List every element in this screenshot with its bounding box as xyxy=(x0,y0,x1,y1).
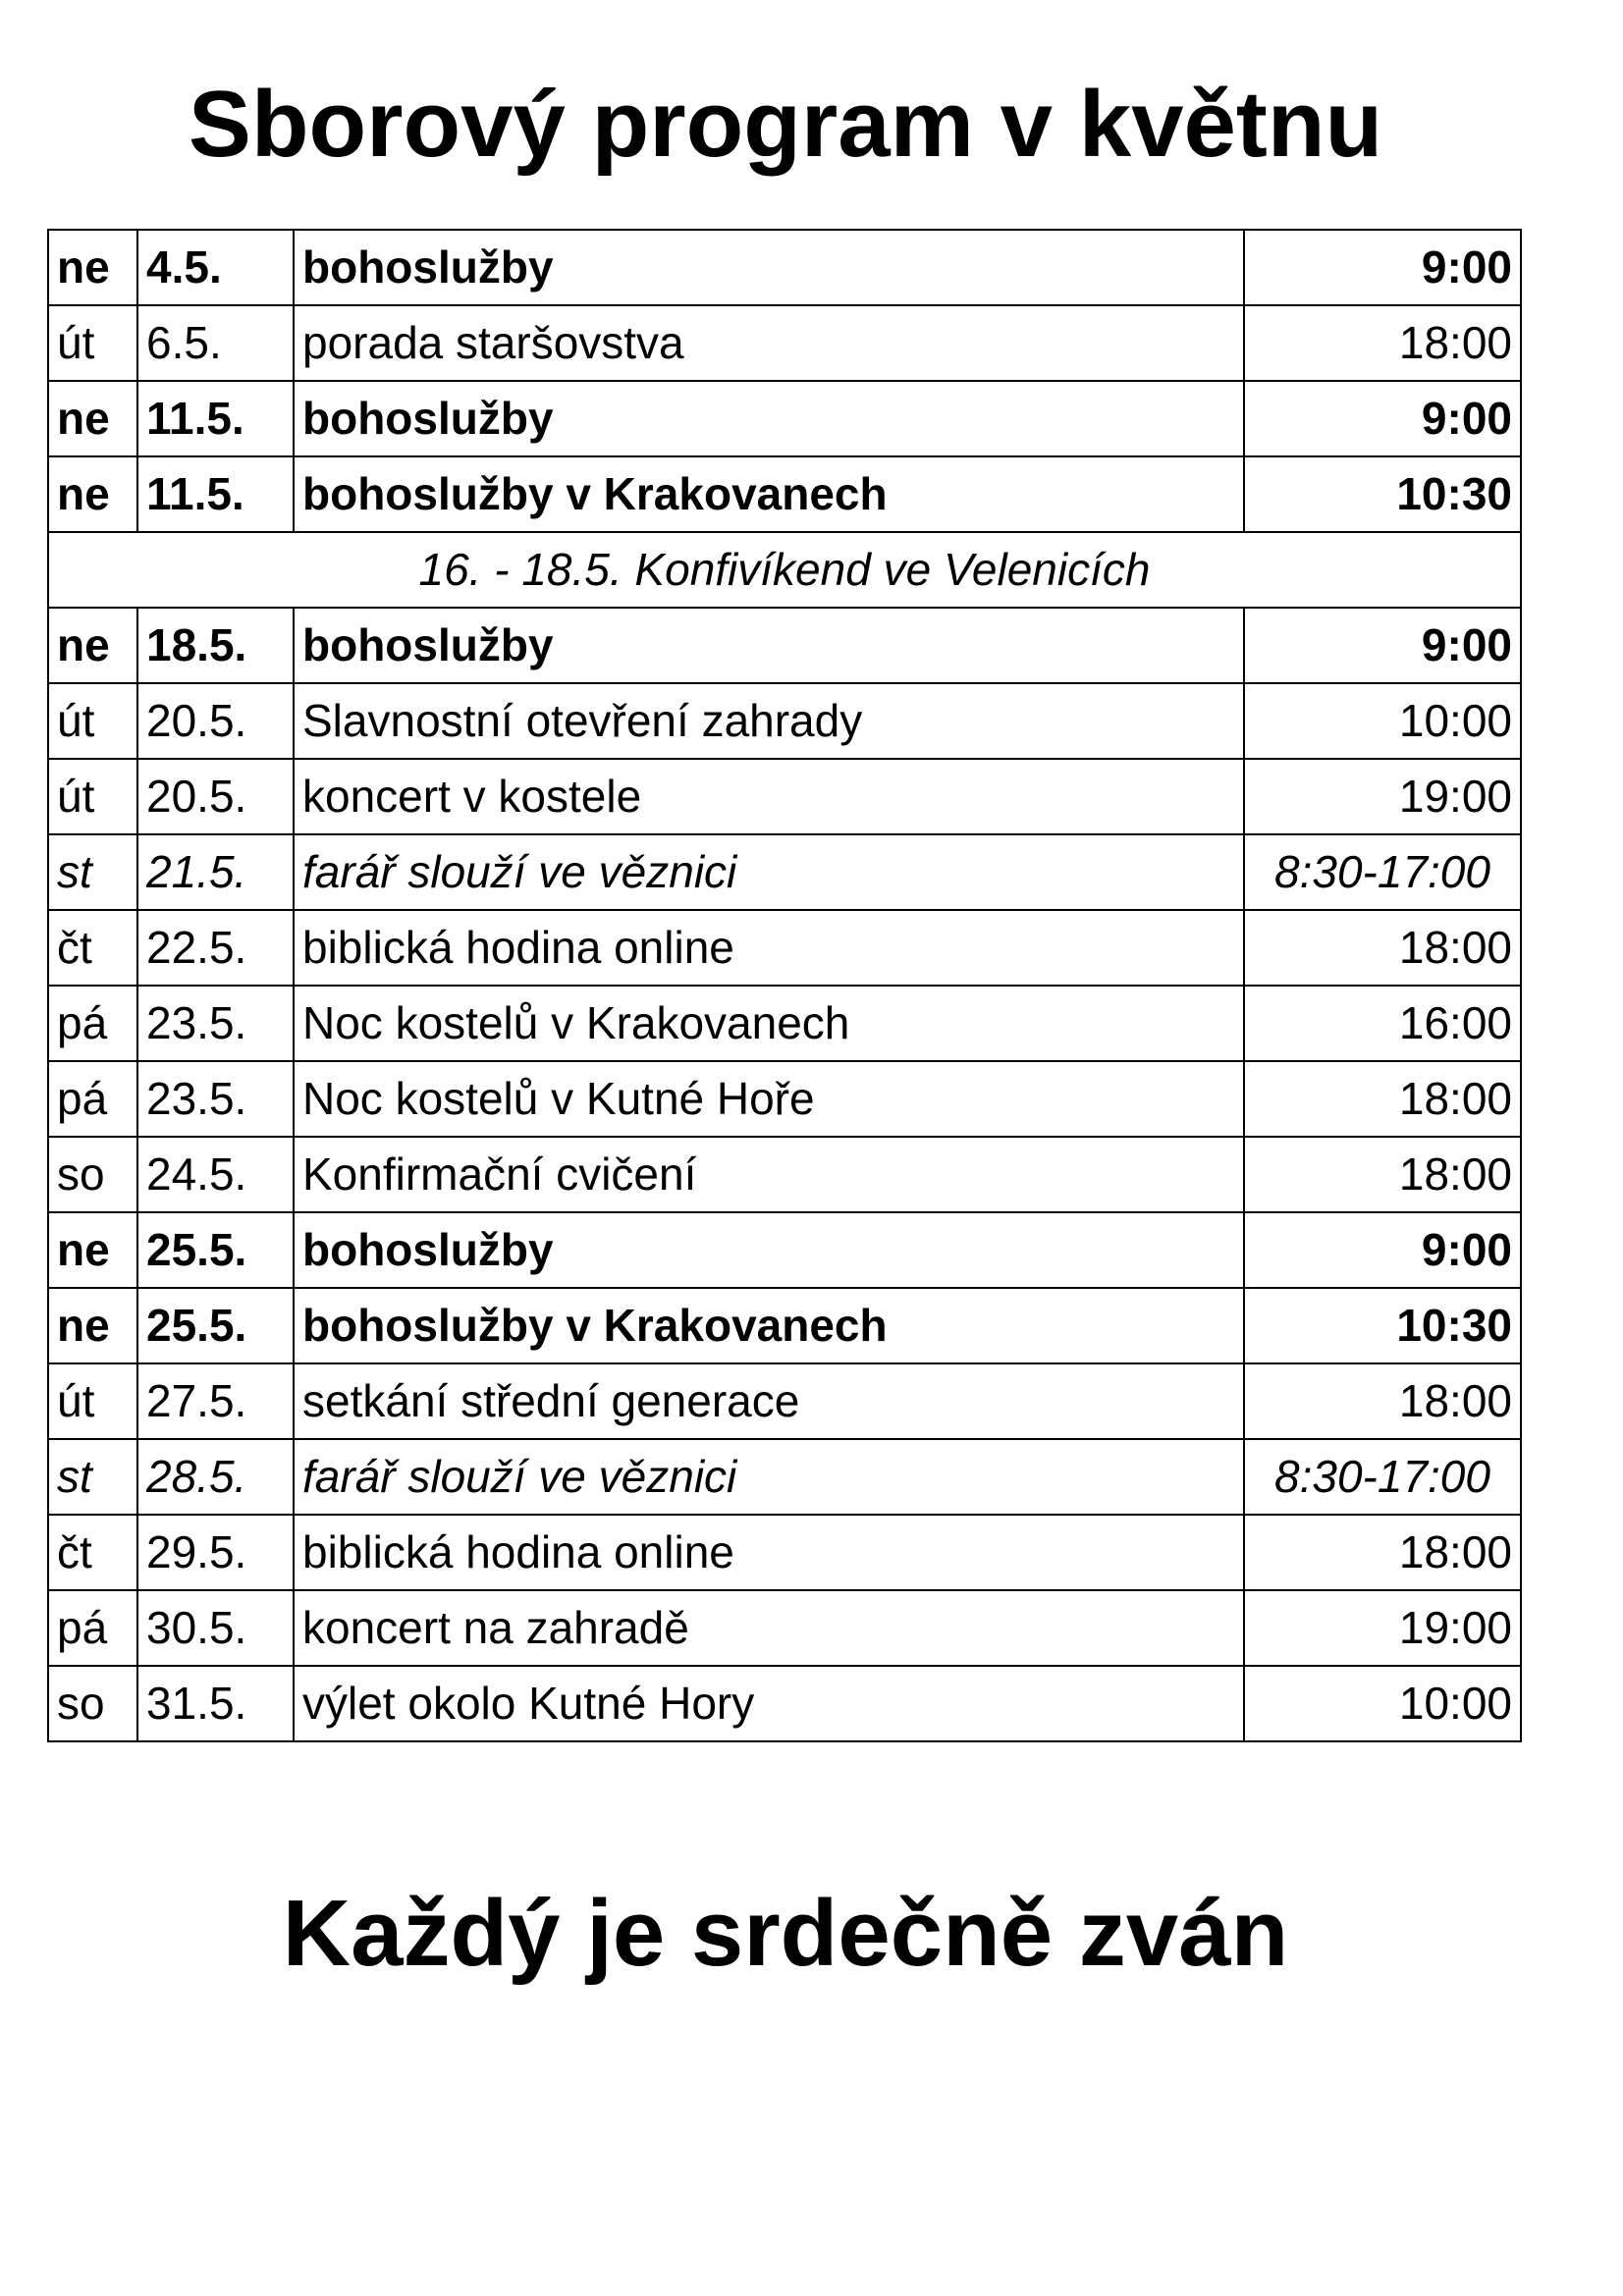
page-title: Sborový program v květnu xyxy=(188,72,1383,177)
invitation-text: Každý je srdečně zván xyxy=(282,1881,1289,1986)
day-cell: ne xyxy=(48,1212,137,1288)
schedule-row xyxy=(48,1515,1521,1590)
time-cell: 9:00 xyxy=(1244,230,1521,305)
time-cell: 18:00 xyxy=(1244,1137,1521,1212)
schedule-row xyxy=(48,1363,1521,1439)
event-cell: Konfirmační cvičení xyxy=(294,1137,1244,1212)
event-cell: bohoslužby v Krakovanech xyxy=(294,456,1244,532)
event-cell: koncert na zahradě xyxy=(294,1590,1244,1666)
event-cell: farář slouží ve věznici xyxy=(294,834,1244,910)
schedule-row xyxy=(48,1061,1521,1137)
day-cell: ne xyxy=(48,230,137,305)
schedule-note-row xyxy=(48,532,1521,608)
day-cell: ne xyxy=(48,1288,137,1363)
time-cell: 10:00 xyxy=(1244,683,1521,759)
time-cell: 9:00 xyxy=(1244,608,1521,683)
schedule-row xyxy=(48,1439,1521,1515)
date-cell: 31.5. xyxy=(137,1666,294,1741)
schedule-table xyxy=(47,229,1522,1742)
schedule-row xyxy=(48,986,1521,1061)
event-cell: bohoslužby xyxy=(294,381,1244,456)
date-cell: 6.5. xyxy=(137,305,294,381)
event-cell: výlet okolo Kutné Hory xyxy=(294,1666,1244,1741)
schedule-row xyxy=(48,230,1521,305)
date-cell: 11.5. xyxy=(137,381,294,456)
time-cell: 18:00 xyxy=(1244,910,1521,986)
date-cell: 27.5. xyxy=(137,1363,294,1439)
time-cell: 18:00 xyxy=(1244,1061,1521,1137)
time-cell: 16:00 xyxy=(1244,986,1521,1061)
time-cell: 10:00 xyxy=(1244,1666,1521,1741)
date-cell: 4.5. xyxy=(137,230,294,305)
schedule-row xyxy=(48,456,1521,532)
date-cell: 24.5. xyxy=(137,1137,294,1212)
schedule-row xyxy=(48,1666,1521,1741)
day-cell: pá xyxy=(48,986,137,1061)
date-cell: 23.5. xyxy=(137,986,294,1061)
day-cell: út xyxy=(48,1363,137,1439)
date-cell: 22.5. xyxy=(137,910,294,986)
date-cell: 29.5. xyxy=(137,1515,294,1590)
time-cell: 9:00 xyxy=(1244,1212,1521,1288)
date-cell: 20.5. xyxy=(137,759,294,834)
time-cell: 10:30 xyxy=(1244,1288,1521,1363)
date-cell: 30.5. xyxy=(137,1590,294,1666)
day-cell: út xyxy=(48,759,137,834)
time-cell: 8:30-17:00 xyxy=(1244,1439,1521,1515)
date-cell: 11.5. xyxy=(137,456,294,532)
date-cell: 21.5. xyxy=(137,834,294,910)
event-cell: bohoslužby v Krakovanech xyxy=(294,1288,1244,1363)
day-cell: so xyxy=(48,1666,137,1741)
time-cell: 19:00 xyxy=(1244,759,1521,834)
time-cell: 19:00 xyxy=(1244,1590,1521,1666)
event-cell: setkání střední generace xyxy=(294,1363,1244,1439)
date-cell: 25.5. xyxy=(137,1212,294,1288)
event-cell: Slavnostní otevření zahrady xyxy=(294,683,1244,759)
schedule-body xyxy=(48,230,1521,1741)
schedule-row xyxy=(48,305,1521,381)
event-cell: biblická hodina online xyxy=(294,1515,1244,1590)
date-cell: 20.5. xyxy=(137,683,294,759)
date-cell: 18.5. xyxy=(137,608,294,683)
schedule-row xyxy=(48,381,1521,456)
time-cell: 18:00 xyxy=(1244,1515,1521,1590)
event-cell: farář slouží ve věznici xyxy=(294,1439,1244,1515)
time-cell: 10:30 xyxy=(1244,456,1521,532)
schedule-row xyxy=(48,1590,1521,1666)
time-cell: 8:30-17:00 xyxy=(1244,834,1521,910)
schedule-row xyxy=(48,1212,1521,1288)
day-cell: út xyxy=(48,683,137,759)
event-cell: biblická hodina online xyxy=(294,910,1244,986)
time-cell: 9:00 xyxy=(1244,381,1521,456)
schedule-row xyxy=(48,834,1521,910)
day-cell: ne xyxy=(48,381,137,456)
day-cell: ne xyxy=(48,608,137,683)
day-cell: pá xyxy=(48,1061,137,1137)
day-cell: út xyxy=(48,305,137,381)
event-cell: bohoslužby xyxy=(294,1212,1244,1288)
event-cell: Noc kostelů v Krakovanech xyxy=(294,986,1244,1061)
day-cell: st xyxy=(48,834,137,910)
day-cell: so xyxy=(48,1137,137,1212)
event-cell: Noc kostelů v Kutné Hoře xyxy=(294,1061,1244,1137)
schedule-row xyxy=(48,683,1521,759)
time-cell: 18:00 xyxy=(1244,1363,1521,1439)
event-cell: koncert v kostele xyxy=(294,759,1244,834)
day-cell: pá xyxy=(48,1590,137,1666)
time-cell: 18:00 xyxy=(1244,305,1521,381)
day-cell: st xyxy=(48,1439,137,1515)
note-cell: 16. - 18.5. Konfivíkend ve Velenicích xyxy=(48,532,1521,608)
event-cell: bohoslužby xyxy=(294,230,1244,305)
schedule-row xyxy=(48,1288,1521,1363)
day-cell: čt xyxy=(48,910,137,986)
date-cell: 25.5. xyxy=(137,1288,294,1363)
schedule-row xyxy=(48,1137,1521,1212)
event-cell: porada staršovstva xyxy=(294,305,1244,381)
date-cell: 28.5. xyxy=(137,1439,294,1515)
event-cell: bohoslužby xyxy=(294,608,1244,683)
schedule-row xyxy=(48,608,1521,683)
day-cell: čt xyxy=(48,1515,137,1590)
schedule-row xyxy=(48,759,1521,834)
date-cell: 23.5. xyxy=(137,1061,294,1137)
day-cell: ne xyxy=(48,456,137,532)
schedule-row xyxy=(48,910,1521,986)
